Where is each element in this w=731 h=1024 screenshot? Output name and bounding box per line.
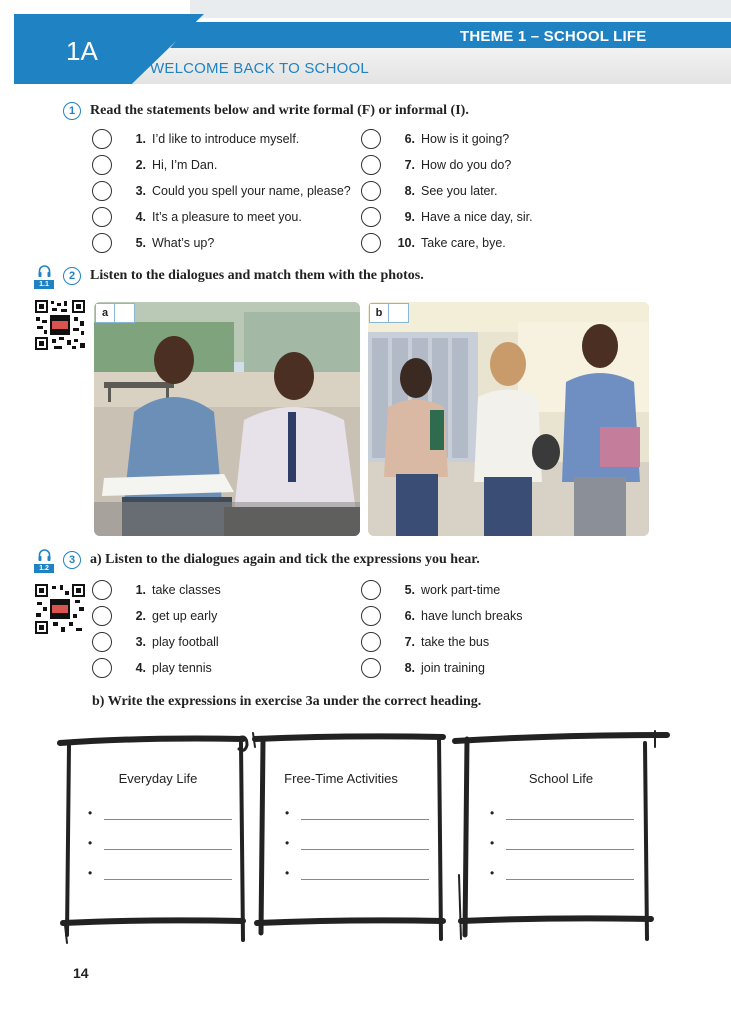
item-text: take classes (152, 583, 221, 597)
exercise-number: 2 (63, 267, 81, 285)
writing-line (301, 879, 429, 880)
item-text: Have a nice day, sir. (421, 210, 533, 224)
theme-title: THEME 1 – SCHOOL LIFE (460, 28, 647, 45)
exercise-2-heading (63, 267, 424, 285)
item-number: 7. (404, 635, 415, 649)
audio-track-number: 1.2 (34, 564, 54, 573)
writing-line (104, 879, 232, 880)
bullet: • (88, 866, 93, 880)
item-text: play football (152, 635, 219, 649)
item-number: 4. (135, 661, 146, 675)
writing-line (506, 849, 634, 850)
list-item (92, 232, 214, 254)
writing-line (506, 879, 634, 880)
list-item (361, 605, 522, 627)
answer-circle[interactable] (361, 606, 381, 626)
exercise-3b-instruction: b) Write the expressions in exercise 3a under the correct heading. (92, 694, 482, 709)
answer-circle[interactable] (92, 207, 112, 227)
item-text: How do you do? (421, 158, 512, 172)
column-title-free-time: Free-Time Activities (284, 771, 398, 786)
photo-b-image (368, 302, 649, 536)
item-number: 8. (404, 661, 415, 675)
header-theme-band (170, 22, 731, 48)
list-item (361, 206, 533, 228)
list-item (361, 154, 511, 176)
bullet: • (285, 806, 290, 820)
answer-circle[interactable] (361, 233, 381, 253)
item-number: 6. (404, 132, 415, 146)
answer-circle[interactable] (361, 632, 381, 652)
answer-circle[interactable] (92, 233, 112, 253)
item-number: 1. (135, 583, 146, 597)
exercise-instruction: Read the statements below and write formal (F) or informal (I). (90, 103, 469, 118)
writing-line (506, 819, 634, 820)
list-item (361, 579, 500, 601)
qr-code-icon[interactable] (34, 583, 86, 635)
list-item (92, 206, 302, 228)
writing-line (104, 819, 232, 820)
item-number: 3. (135, 184, 146, 198)
answer-circle[interactable] (361, 207, 381, 227)
qr-code-icon[interactable] (34, 299, 86, 351)
answer-line[interactable] (490, 836, 634, 850)
photo-letter: b (369, 303, 389, 323)
audio-track-number: 1.1 (34, 280, 54, 289)
list-item (361, 657, 485, 679)
photo-b-label (369, 303, 409, 323)
list-item (92, 605, 217, 627)
item-text: have lunch breaks (421, 609, 523, 623)
unit-label: 1A (66, 36, 98, 66)
answer-line[interactable] (490, 806, 634, 820)
bullet: • (285, 836, 290, 850)
answer-circle[interactable] (361, 181, 381, 201)
item-text: Could you spell your name, please? (152, 184, 351, 198)
bullet: • (88, 836, 93, 850)
answer-line[interactable] (285, 836, 429, 850)
item-text: See you later. (421, 184, 498, 198)
headphones-icon (38, 549, 51, 563)
item-text: Take care, bye. (421, 236, 506, 250)
answer-line[interactable] (88, 806, 232, 820)
item-text: Hi, I’m Dan. (152, 158, 218, 172)
list-item (361, 232, 506, 254)
item-text: take the bus (421, 635, 490, 649)
answer-line[interactable] (88, 866, 232, 880)
answer-circle[interactable] (361, 129, 381, 149)
item-number: 2. (135, 158, 146, 172)
list-item (92, 579, 221, 601)
answer-circle[interactable] (361, 658, 381, 678)
audio-track-badge[interactable] (33, 265, 55, 289)
exercise-number: 3 (63, 551, 81, 569)
answer-line[interactable] (285, 806, 429, 820)
item-text: join training (421, 661, 485, 675)
list-item (361, 128, 509, 150)
list-item (92, 180, 351, 202)
item-text: It’s a pleasure to meet you. (152, 210, 302, 224)
answer-line[interactable] (490, 866, 634, 880)
item-number: 5. (404, 583, 415, 597)
page-number: 14 (73, 965, 89, 981)
item-number: 7. (404, 158, 415, 172)
bullet: • (490, 866, 495, 880)
answer-line[interactable] (88, 836, 232, 850)
item-number: 9. (404, 210, 415, 224)
item-number: 5. (135, 236, 146, 250)
answer-circle[interactable] (361, 580, 381, 600)
bullet: • (88, 806, 93, 820)
writing-line (301, 819, 429, 820)
bullet: • (490, 836, 495, 850)
list-item (92, 128, 299, 150)
item-number: 10. (397, 236, 415, 250)
item-text: work part-time (421, 583, 501, 597)
exercise-instruction: Listen to the dialogues and match them with the photos. (90, 268, 424, 283)
answer-circle[interactable] (92, 606, 112, 626)
exercise-instruction: a) Listen to the dialogues again and tick the expressions you hear. (90, 552, 480, 567)
photo-a (94, 302, 360, 536)
item-text: What’s up? (152, 236, 215, 250)
item-number: 6. (404, 609, 415, 623)
lesson-title: WELCOME BACK TO SCHOOL (150, 60, 369, 77)
item-number: 2. (135, 609, 146, 623)
answer-circle[interactable] (361, 155, 381, 175)
list-item (92, 154, 217, 176)
item-number: 8. (404, 184, 415, 198)
header-top-band (190, 0, 731, 18)
photo-a-image (94, 302, 360, 536)
answer-circle[interactable] (92, 580, 112, 600)
audio-track-badge[interactable] (33, 549, 55, 573)
photo-a-label (95, 303, 135, 323)
item-text: get up early (152, 609, 218, 623)
writing-line (104, 849, 232, 850)
headphones-icon (38, 265, 51, 279)
column-title-school-life: School Life (528, 771, 594, 786)
exercise-number: 1 (63, 102, 81, 120)
list-item (92, 631, 219, 653)
item-text: I’d like to introduce myself. (152, 132, 300, 146)
photo-b (368, 302, 649, 536)
photo-b-answer-box[interactable] (389, 303, 409, 323)
item-number: 4. (135, 210, 146, 224)
list-item (92, 657, 212, 679)
writing-line (301, 849, 429, 850)
item-text: play tennis (152, 661, 212, 675)
column-title-everyday-life: Everyday Life (118, 771, 198, 786)
photo-letter: a (95, 303, 115, 323)
answer-circle[interactable] (92, 181, 112, 201)
bullet: • (490, 806, 495, 820)
list-item (361, 631, 489, 653)
exercise-1-heading (63, 102, 469, 120)
answer-line[interactable] (285, 866, 429, 880)
exercise-3-heading (63, 551, 480, 569)
answer-circle[interactable] (92, 658, 112, 678)
answer-circle[interactable] (92, 129, 112, 149)
answer-circle[interactable] (92, 632, 112, 652)
bullet: • (285, 866, 290, 880)
answer-circle[interactable] (92, 155, 112, 175)
item-text: How is it going? (421, 132, 510, 146)
item-number: 1. (135, 132, 146, 146)
list-item (361, 180, 497, 202)
page-header (0, 0, 731, 90)
photo-a-answer-box[interactable] (115, 303, 135, 323)
item-number: 3. (135, 635, 146, 649)
